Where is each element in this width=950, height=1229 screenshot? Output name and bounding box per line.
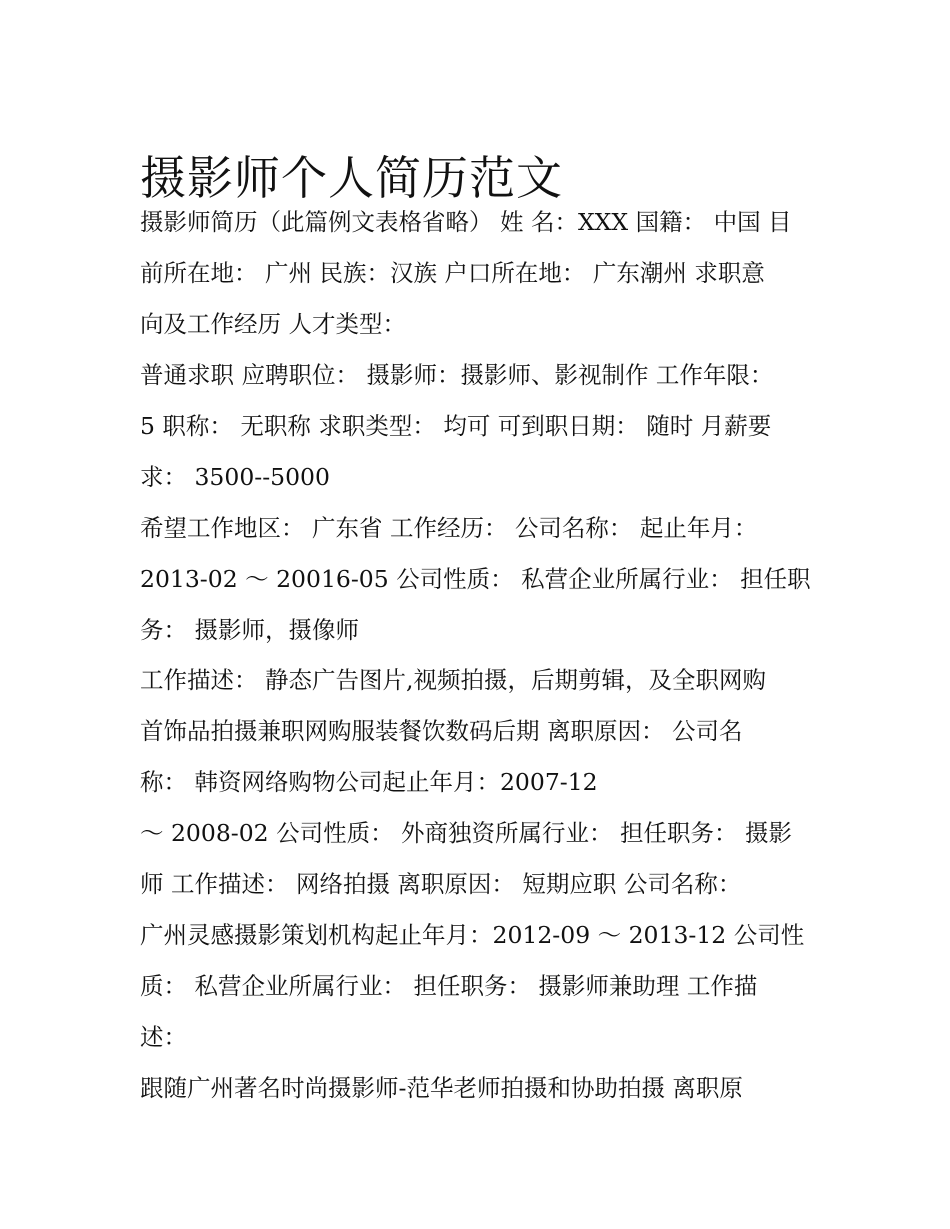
body-line-10: 工作描述： 静态广告图片,视频拍摄，后期剪辑，及全职网购 (140, 666, 766, 694)
body-line-9: 务： 摄影师，摄像师 (140, 616, 359, 644)
body-line-5: 5 职称： 无职称 求职类型： 均可 可到职日期： 随时 月薪要 (140, 412, 772, 440)
body-line-4: 普通求职 应聘职位： 摄影师：摄影师、影视制作 工作年限： (140, 361, 774, 389)
document-title: 摄影师个人简历范文 (140, 150, 563, 205)
body-line-12: 称： 韩资网络购物公司起止年月：2007-12 (140, 768, 598, 796)
body-line-6: 求： 3500--5000 (140, 463, 330, 491)
body-line-11: 首饰品拍摄兼职网购服装餐饮数码后期 离职原因： 公司名 (140, 717, 743, 745)
body-line-1: 摄影师简历（此篇例文表格省略） 姓 名：XXX 国籍： 中国 目 (140, 208, 792, 236)
body-line-3: 向及工作经历 人才类型： (140, 310, 406, 338)
body-line-13: ～ 2008-02 公司性质： 外商独资所属行业： 担任职务： 摄影 (140, 819, 792, 847)
body-line-8: 2013-02 ～ 20016-05 公司性质： 私营企业所属行业： 担任职 (140, 565, 811, 593)
body-line-17: 述： (140, 1023, 187, 1051)
body-line-14: 师 工作描述： 网络拍摄 离职原因： 短期应职 公司名称： (140, 870, 742, 898)
body-line-18: 跟随广州著名时尚摄影师-范华老师拍摄和协助拍摄 离职原 (140, 1074, 743, 1102)
body-line-7: 希望工作地区： 广东省 工作经历： 公司名称： 起止年月： (140, 514, 758, 542)
body-line-15: 广州灵感摄影策划机构起止年月：2012-09 ～ 2013-12 公司性 (140, 921, 805, 949)
body-line-2: 前所在地： 广州 民族：汉族 户口所在地： 广东潮州 求职意 (140, 259, 765, 287)
body-line-16: 质： 私营企业所属行业： 担任职务： 摄影师兼助理 工作描 (140, 972, 758, 1000)
